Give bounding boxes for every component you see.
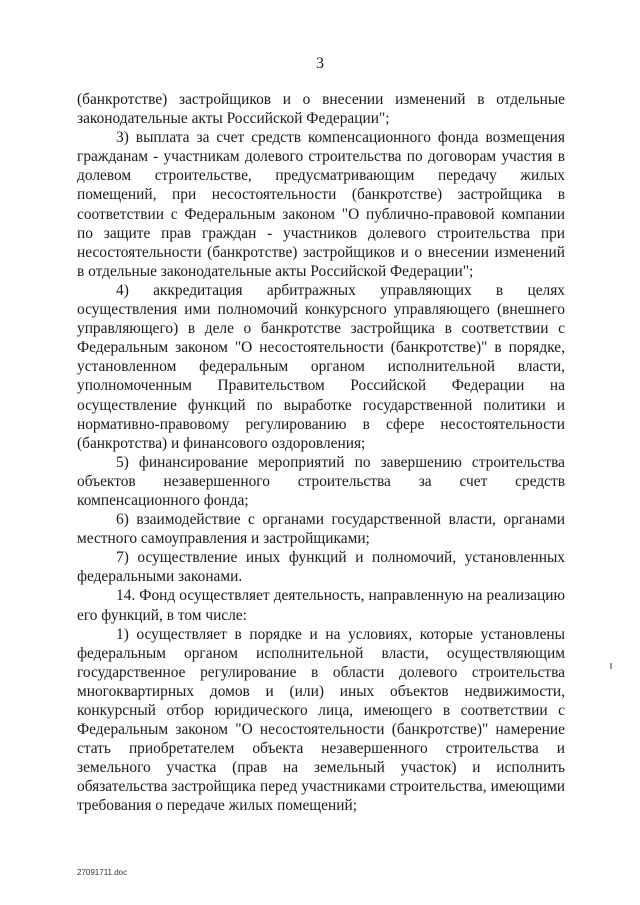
footer-filename: 27091711.doc (77, 868, 128, 877)
document-body (77, 90, 565, 816)
margin-mark (610, 663, 612, 669)
page-number: 3 (316, 55, 324, 72)
paragraph-item-3: 3) выплата за счет средств компенсационного фонда возмещения гражданам - участникам долевого строительства по договорам участия в долевом строительстве, предусматривающим передачу жилых помещений, при несостоятельности (банкротстве) застройщика в соответствии с Федеральным законом "О публично-правовой компании по защите прав граждан - участников долевого строительства при несостоятельности (банкротстве) застройщиков и о внесении изменений в отдельные законодательные акты Российской Федерации"; (77, 129, 565, 280)
paragraph-section-14-item-1: 1) осуществляет в порядке и на условиях, которые установлены федеральным органом исполнительной власти, осуществляющим государственное регулирование в области долевого строительства многоквартирных домов и (или) иных объектов недвижимости, конкурсный отбор юридического лица, имеющего в соответствии с Федеральным законом "О несостоятельности (банкротстве)" намерение стать приобретателем объекта незавершенного строительства и земельного участка (прав на земельный участок) и исполнить обязательства застройщика перед участниками строительства, имеющими требования о передаче жилых помещений; (77, 625, 565, 815)
paragraph-continuation: (банкротстве) застройщиков и о внесении изменений в отдельные законодательные акты Российской Федерации"; (77, 91, 565, 128)
paragraph-item-6: 6) взаимодействие с органами государственной власти, органами местного самоуправления и застройщиками; (77, 511, 565, 548)
paragraph-item-5: 5) финансирование мероприятий по завершению строительства объектов незавершенного строительства за счет средств компенсационного фонда; (77, 453, 565, 509)
paragraph-item-4: 4) аккредитация арбитражных управляющих в целях осуществления ими полномочий конкурсного управляющего (внешнего управляющего) в деле о банкротстве застройщика в соответствии с Федеральным законом "О несостоятельности (банкротстве)" в порядке, установленном федеральным органом исполнительной власти, уполномоченным Правительством Российской Федерации на осуществление функций по выработке государственной политики и нормативно-правовому регулированию в сфере несостоятельности (банкротства) и финансового оздоровления; (77, 281, 565, 452)
paragraph-section-14: 14. Фонд осуществляет деятельность, направленную на реализацию его функций, в том числе: (77, 587, 565, 624)
paragraph-item-7: 7) осуществление иных функций и полномочий, установленных федеральными законами. (77, 549, 565, 586)
